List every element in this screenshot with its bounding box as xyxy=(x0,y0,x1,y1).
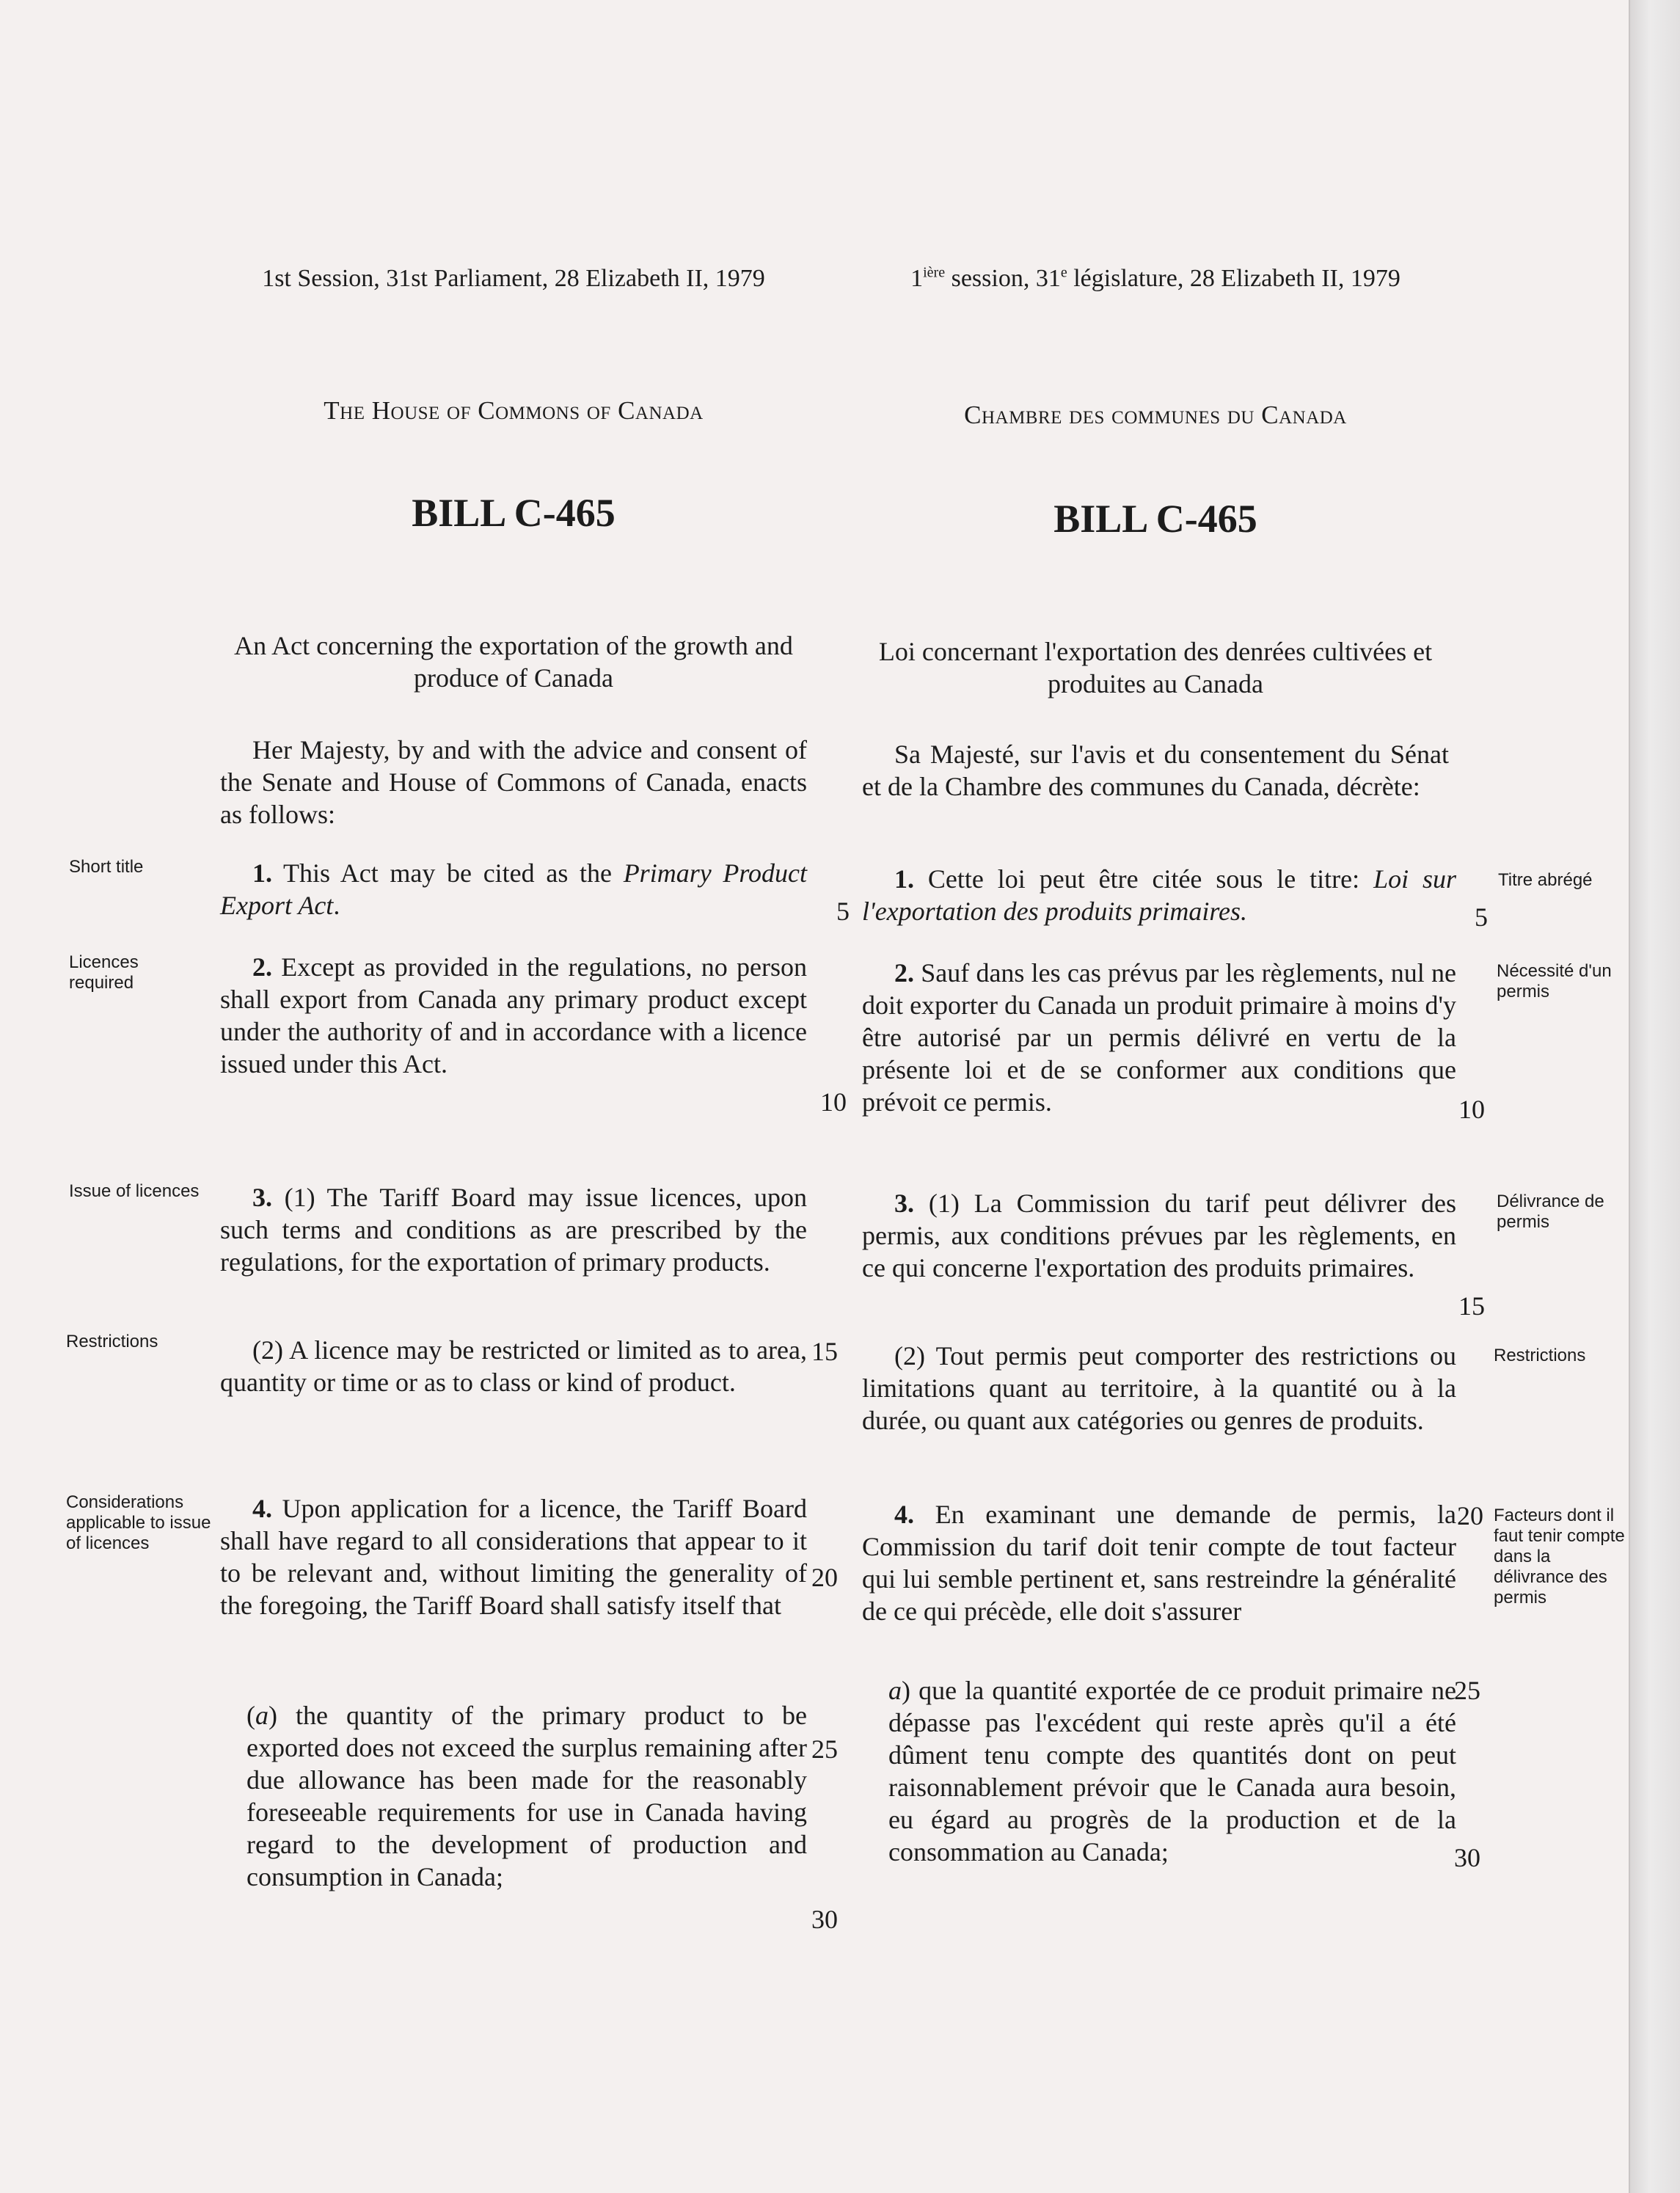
house-title: The House of Commons of Canada xyxy=(324,396,704,425)
line-number: 30 xyxy=(811,1905,838,1934)
bill-number: BILL C-465 xyxy=(412,491,616,535)
section-number: 2. xyxy=(252,952,272,982)
para-label: a xyxy=(888,1676,902,1705)
paragraph-4a: (a) the quantity of the primary product to be exported does not exceed the surplus remaining after due allowance has been made for the reasonably foreseeable requirements for use in Canada having regard to the development of production and consumption in Canada; xyxy=(246,1701,807,1891)
section-3-1 xyxy=(220,1181,807,1278)
section-number: 3. xyxy=(894,1189,914,1218)
short-title-italic: Loi sur l'exportation des produits primaires. xyxy=(862,864,1457,926)
line-number: 30 xyxy=(1454,1843,1480,1872)
section-text: (2) A licence may be restricted or limited as to area, quantity or time or as to class or kind of product. xyxy=(220,1335,807,1397)
section-text: Cette loi peut être citée sous le titre: xyxy=(927,864,1360,894)
session-line xyxy=(862,263,1449,295)
section-2 xyxy=(862,957,1456,1118)
section-number: 2. xyxy=(894,958,914,988)
line-number: 25 xyxy=(811,1734,838,1764)
para-label: a xyxy=(255,1701,269,1730)
section-text: This Act may be cited as the xyxy=(283,858,612,888)
para-text: the quantity of the primary product to be exported does not exceed the surplus remaining after due allowance has been made for the reasonably foreseeable requirements for use in Canada having regard to the development of production and consumption in Canada; xyxy=(246,1701,807,1891)
enacting-clause: Her Majesty, by and with the advice and consent of the Senate and House of Commons of Canada, enacts as follows: xyxy=(220,735,807,829)
paragraph-4a: a) que la quantité exportée de ce produit primaire ne dépasse pas l'excédent qui reste après qu'il a été dûment tenu compte des quantités dont on peut raisonnablement prévoir que le Canada aura besoin, eu égard au progrès de la production et de la consommation au Canada; xyxy=(888,1676,1456,1867)
section-number: 4. xyxy=(894,1500,914,1529)
section-number: 4. xyxy=(252,1494,272,1523)
line-number: 20 xyxy=(1457,1501,1483,1530)
section-2 xyxy=(220,951,807,1080)
long-title: An Act concerning the exportation of the growth and produce of Canada xyxy=(234,631,793,693)
house-title: Chambre des communes du Canada xyxy=(964,401,1347,429)
enacting-clause: Sa Majesté, sur l'avis et du consentement du Sénat et de la Chambre des communes du Canada, décrète: xyxy=(862,740,1449,801)
line-number: 10 xyxy=(820,1087,847,1117)
section-text: Except as provided in the regulations, no person shall export from Canada any primary product except under the authority of and in accordance with a licence issued under this Act. xyxy=(220,952,808,1079)
line-number: 20 xyxy=(811,1563,838,1592)
short-title-italic: Primary Product Export Act xyxy=(220,858,807,920)
section-1 xyxy=(220,857,807,922)
section-3-1 xyxy=(862,1187,1456,1284)
margin-note-short-title: Short title xyxy=(69,857,144,877)
line-number: 5 xyxy=(1475,902,1488,932)
section-number: 1. xyxy=(894,864,914,894)
line-number: 15 xyxy=(811,1337,838,1366)
section-end: . xyxy=(333,891,340,920)
margin-note-considerations: Considerations applicable to issue of licences xyxy=(66,1492,211,1553)
margin-note-issue-of-licences: Issue of licences xyxy=(69,1181,200,1201)
section-3-2 xyxy=(220,1334,807,1398)
section-number: 3. xyxy=(252,1183,272,1212)
long-title: Loi concernant l'exportation des denrées cultivées et produites au Canada xyxy=(878,637,1433,698)
session-num: 1 xyxy=(910,265,924,292)
session-sup-2: e xyxy=(1060,264,1067,281)
line-number: 10 xyxy=(1458,1095,1485,1124)
page-edge xyxy=(1629,0,1680,2193)
margin-note-titre-abrege: Titre abrégé xyxy=(1498,870,1593,890)
section-3-2 xyxy=(862,1340,1456,1437)
session-rest: législature, 28 Elizabeth II, 1979 xyxy=(1067,265,1400,292)
section-1 xyxy=(862,863,1456,927)
para-text: que la quantité exportée de ce produit primaire ne dépasse pas l'excédent qui reste après qu'il a été dûment tenu compte des quantités dont on peut raisonnablement prévoir que le Canada aura besoin, eu égard au progrès de la production et de la consommation au Canada; xyxy=(888,1676,1456,1867)
section-text: Upon application for a licence, the Tariff Board shall have regard to all considerations that appear to it to be relevant and, without limiting the generality of the foregoing, the Tariff Board shall satisfy itself that xyxy=(220,1494,807,1620)
section-text: (1) The Tariff Board may issue licences, upon such terms and conditions as are prescribed by the regulations, for the exportation of primary products. xyxy=(220,1183,807,1277)
session-mid: session, 31 xyxy=(945,265,1061,292)
margin-note-restrictions: Restrictions xyxy=(66,1332,158,1351)
margin-note-delivrance: Délivrance de permis xyxy=(1497,1192,1604,1232)
section-text: (2) Tout permis peut comporter des restrictions ou limitations quant au territoire, à la quantité ou à la durée, ou quant aux catégories ou genres de produits. xyxy=(862,1341,1456,1435)
section-number: 1. xyxy=(252,858,272,888)
margin-note-facteurs: Facteurs dont il faut tenir compte dans la délivrance des permis xyxy=(1494,1506,1625,1608)
line-number: 5 xyxy=(836,897,850,926)
line-number: 25 xyxy=(1454,1676,1480,1705)
session-line: 1st Session, 31st Parliament, 28 Elizabeth II, 1979 xyxy=(262,265,765,292)
margin-note-licences-required: Licences required xyxy=(69,952,139,993)
section-text: En examinant une demande de permis, la Commission du tarif doit tenir compte de tout facteur qui lui semble pertinent et, sans restreindre la généralité de ce qui précède, elle doit s'assurer xyxy=(862,1500,1456,1626)
margin-note-necessite: Nécessité d'un permis xyxy=(1497,961,1612,1001)
margin-note-restrictions: Restrictions xyxy=(1494,1346,1586,1365)
section-4 xyxy=(220,1492,807,1621)
bill-number: BILL C-465 xyxy=(1053,497,1257,541)
section-text: (1) La Commission du tarif peut délivrer des permis, aux conditions prévues par les règlements, en ce qui concerne l'exportation des produits primaires. xyxy=(862,1189,1457,1282)
session-sup: ière xyxy=(923,264,946,281)
line-number: 15 xyxy=(1458,1291,1485,1321)
section-text: Sauf dans les cas prévus par les règlements, nul ne doit exporter du Canada un produit primaire à moins d'y être autorisé par un permis délivré en vertu de la présente loi et de se conformer aux conditions que prévoit ce permis. xyxy=(862,958,1457,1117)
section-4 xyxy=(862,1498,1456,1627)
